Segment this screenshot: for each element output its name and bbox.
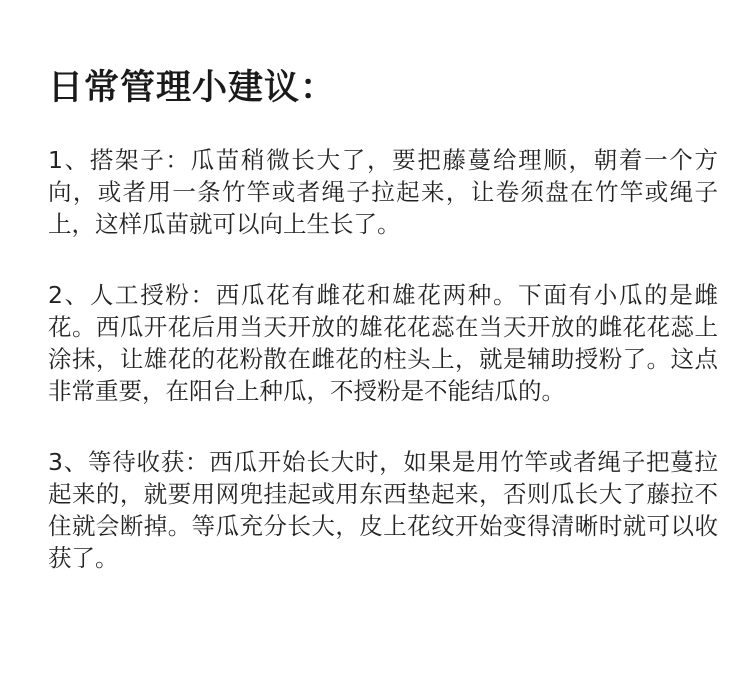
tip-paragraph-3: 3、等待收获：西瓜开始长大时，如果是用竹竿或者绳子把蔓拉起来的，就要用网兜挂起或用东西垫起来，否则瓜长大了藤拉不住就会断掉。等瓜充分长大，皮上花纹开始变得清晰时就可以收获了。 — [48, 448, 718, 572]
article — [48, 62, 718, 574]
tips-list — [48, 144, 718, 574]
tip-paragraph-2: 2、人工授粉：西瓜花有雌花和雄花两种。下面有小瓜的是雌花。西瓜开花后用当天开放的雄花花蕊在当天开放的雌花花蕊上涂抹，让雄花的花粉散在雌花的柱头上，就是辅助授粉了。这点非常重要，在阳台上种瓜，不授粉是不能结瓜的。 — [48, 281, 718, 405]
page-title: 日常管理小建议： — [48, 68, 337, 108]
tip-paragraph-1: 1、搭架子：瓜苗稍微长大了，要把藤蔓给理顺，朝着一个方向，或者用一条竹竿或者绳子拉起来，让卷须盘在竹竿或绳子上，这样瓜苗就可以向上生长了。 — [48, 146, 718, 238]
